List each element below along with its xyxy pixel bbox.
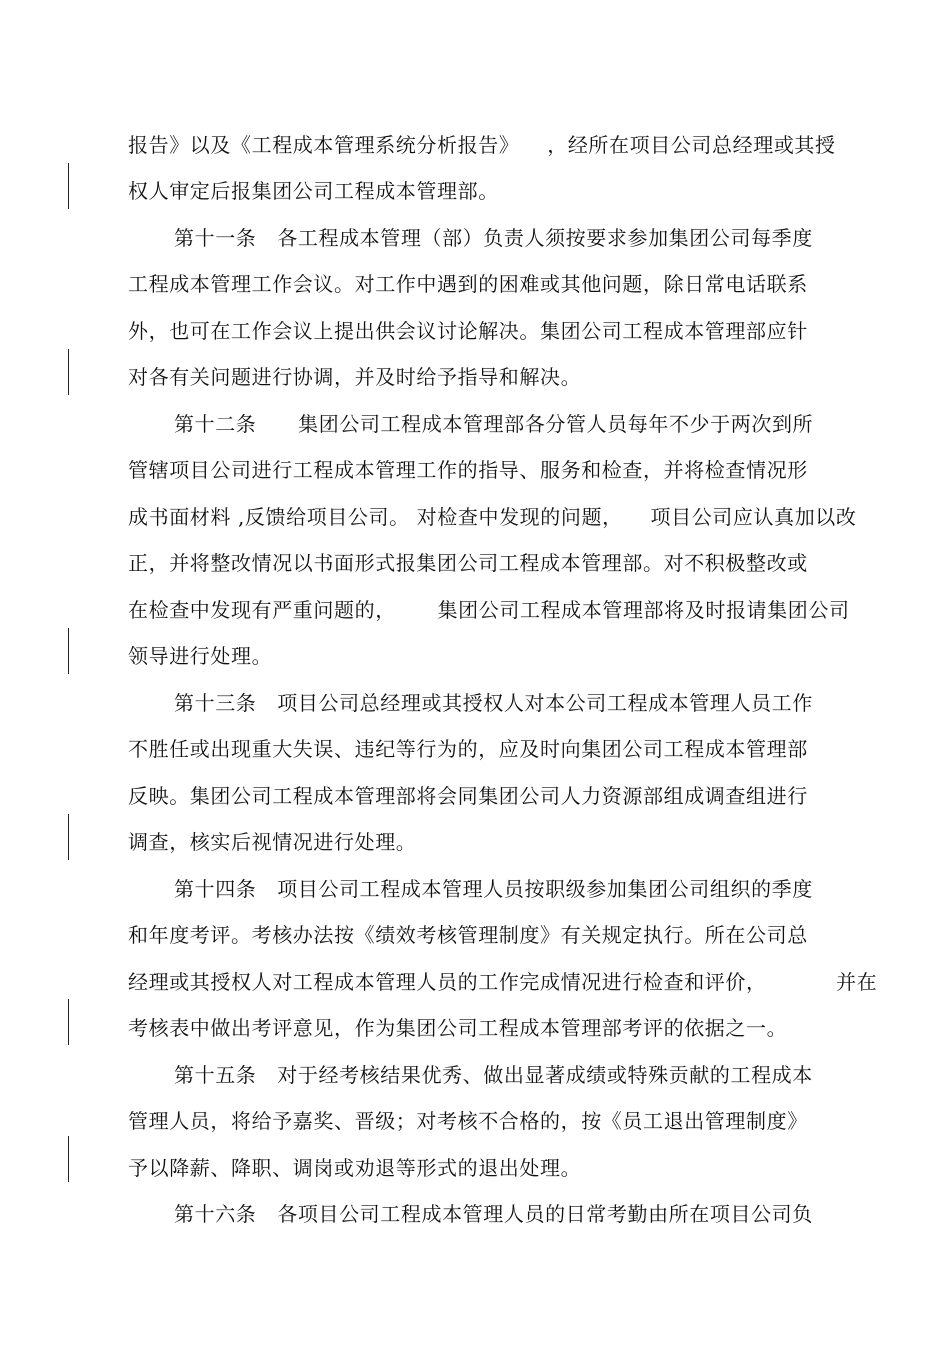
revision-bar xyxy=(68,999,69,1045)
body-text-line: 外，也可在工作会议上提出供会议讨论解决。集团公司工程成本管理部应针 xyxy=(128,319,808,343)
body-text-line: 不胜任或出现重大失误、违纪等行为的，应及时向集团公司工程成本管理部 xyxy=(128,737,808,761)
article-12-text-line: 第十二条 集团公司工程成本管理部各分管人员每年不少于两次到所 xyxy=(174,412,814,436)
body-text-line: 予以降薪、降职、调岗或劝退等形式的退出处理。 xyxy=(128,1156,582,1180)
body-text-line: 在检查中发现有严重问题的， 集团公司工程成本管理部将及时报请集团公司 xyxy=(128,598,850,622)
body-text-line: 调查，核实后视情况进行处理。 xyxy=(128,830,417,854)
body-text-line: 考核表中做出考评意见，作为集团公司工程成本管理部考评的依据之一。 xyxy=(128,1016,788,1040)
article-16-text-line: 第十六条 各项目公司工程成本管理人员的日常考勤由所在项目公司负 xyxy=(174,1202,813,1226)
body-text-line: 经理或其授权人对工程成本管理人员的工作完成情况进行检查和评价， 并在 xyxy=(128,970,878,994)
body-text-line: 反映。集团公司工程成本管理部将会同集团公司人力资源部组成调查组进行 xyxy=(128,784,808,808)
article-13-text-line: 第十三条 项目公司总经理或其授权人对本公司工程成本管理人员工作 xyxy=(174,691,813,715)
revision-bar xyxy=(68,349,69,395)
body-text-line: 正，并将整改情况以书面形式报集团公司工程成本管理部。对不积极整改或 xyxy=(128,551,808,575)
body-text-line: 对各有关问题进行协调，并及时给予指导和解决。 xyxy=(128,365,582,389)
body-text-line: 权人审定后报集团公司工程成本管理部。 xyxy=(128,179,499,203)
article-14-text-line: 第十四条 项目公司工程成本管理人员按职级参加集团公司组织的季度 xyxy=(174,877,813,901)
body-text-line: 工程成本管理工作会议。对工作中遇到的困难或其他问题，除日常电话联系 xyxy=(128,272,808,296)
body-text-line: 管理人员，将给予嘉奖、晋级；对考核不合格的，按《员工退出管理制度》 xyxy=(128,1109,808,1133)
revision-bar xyxy=(68,1136,69,1182)
revision-bar xyxy=(68,814,69,860)
body-text-line: 领导进行处理。 xyxy=(128,644,273,668)
body-text-line: 报告》以及《工程成本管理系统分析报告》 ，经所在项目公司总经理或其授 xyxy=(128,133,836,157)
article-15-text-line: 第十五条 对于经考核结果优秀、做出显著成绩或特殊贡献的工程成本 xyxy=(174,1063,813,1087)
revision-bar xyxy=(68,628,69,674)
revision-bar xyxy=(68,163,69,209)
body-text-line: 成书面材料 ,反馈给项目公司。 对检查中发现的问题， 项目公司应认真加以改 xyxy=(128,505,857,529)
body-text-line: 管辖项目公司进行工程成本管理工作的指导、服务和检查，并将检查情况形 xyxy=(128,458,808,482)
article-11-text-line: 第十一条 各工程成本管理（部）负责人须按要求参加集团公司每季度 xyxy=(174,226,813,250)
body-text-line: 和年度考评。考核办法按《绩效考核管理制度》有关规定执行。所在公司总 xyxy=(128,923,808,947)
